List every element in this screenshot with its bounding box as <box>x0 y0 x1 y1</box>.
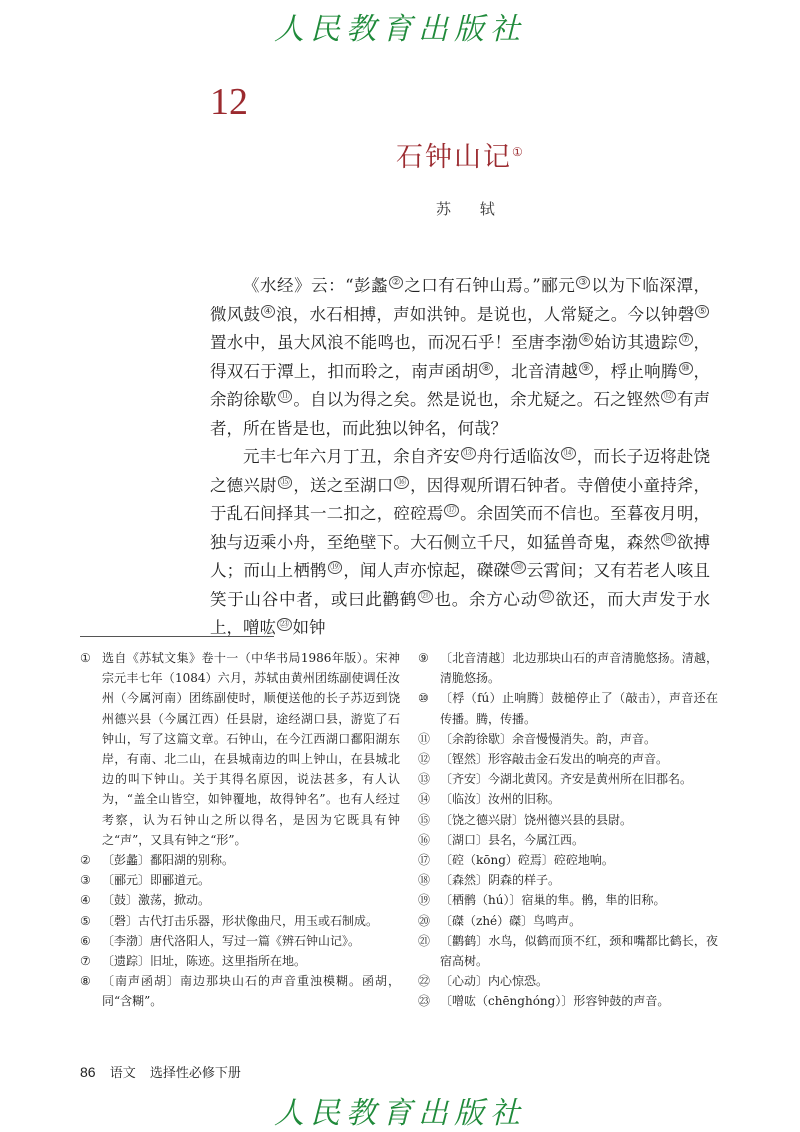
footnote-marker: ⑮ <box>278 476 293 489</box>
text-run: ，桴止响腾 <box>593 361 678 381</box>
footnote-number: ⑰ <box>418 853 431 868</box>
footnote-marker: ⑩ <box>679 362 693 375</box>
footnote <box>418 991 718 1011</box>
footnote-marker: ⑨ <box>579 362 593 375</box>
footnote-marker: ⑦ <box>679 333 693 346</box>
footnote-marker: ⑲ <box>328 561 343 574</box>
footnote <box>418 870 718 890</box>
footnote-text: 〔鼓〕激荡，掀动。 <box>102 893 211 908</box>
footnote-text: 〔彭蠡〕鄱阳湖的别称。 <box>102 853 235 868</box>
text-run: 欲搏人；而山上栖鹘 <box>210 532 710 580</box>
footnote-marker: ⑧ <box>479 362 493 375</box>
footnote-marker: ⑯ <box>394 476 409 489</box>
footnote-number: ⑲ <box>418 893 431 908</box>
book-subject: 语文 <box>109 1066 136 1081</box>
footnote-number: ⑥ <box>80 933 91 948</box>
text-run: ，余韵徐歇 <box>210 361 711 409</box>
main-text <box>210 272 710 643</box>
footnote-number: ㉒ <box>418 974 431 989</box>
footnote-number: ③ <box>80 873 91 888</box>
footnote-text: 〔桴（fú）止响腾〕鼓槌停止了（敲击），声音还在传播。腾，传播。 <box>440 691 718 726</box>
title-text: 石钟山记 <box>396 142 512 173</box>
footnote <box>418 789 718 809</box>
footnotes-right-column <box>418 648 718 1012</box>
footnote <box>418 769 718 789</box>
footnote <box>80 890 400 910</box>
page-number: 86 <box>80 1064 96 1080</box>
footnote-text: 〔南声函胡〕南边那块山石的声音重浊模糊。函胡，同“含糊”。 <box>102 974 400 1009</box>
footnote <box>418 729 718 749</box>
footnote-text: 〔磬〕古代打击乐器，形状像曲尺，用玉或石制成。 <box>102 913 379 928</box>
text-run: 云霄间；又有若老人咳且笑于山谷中者，或曰此鹳鹤 <box>210 561 710 609</box>
text-run: 《水经》云：“彭蠡 <box>243 276 389 295</box>
footnote-marker: ⑥ <box>579 333 593 346</box>
footnote <box>418 648 718 688</box>
footnote <box>80 648 400 850</box>
text-run: ，北音清越 <box>494 361 579 381</box>
publisher-logo-bottom: 人民教育出版社 <box>274 1096 526 1131</box>
footnote-number: ⑬ <box>418 772 431 787</box>
footnote-text: 〔遗踪〕旧址，陈迹。这里指所在地。 <box>102 954 307 969</box>
footnote-number: ⑦ <box>80 954 91 969</box>
footnote <box>418 810 718 830</box>
footnote-text: 〔郦元〕即郦道元。 <box>102 873 211 888</box>
footnote <box>418 830 718 850</box>
footnote-text: 选自《苏轼文集》卷十一（中华书局1986年版）。宋神宗元丰七年（1084）六月，苏轼由黄州团练副使调任汝州（今属河南）团练副使时，顺便送他的长子苏迈到饶州德兴县（今属江西）任县尉，途经湖口县，游览了石钟山，写了这篇文章。石钟山，在今江西湖口鄱阳湖东岸，有南、北二山，在县城南边的叫上钟山，在县城北边的叫下钟山。关于其得名原因，说法甚多，有人认为，“盖全山皆空，如钟覆地，故得钟名”。也有人经过考察，认为石钟山之所以得名，是因为它既具有钟之“声”，又具有钟之“形”。 <box>102 651 400 847</box>
footnote-number: ⑱ <box>418 873 431 888</box>
text-run: 欲还，而大声发于水上，噌吰 <box>210 589 711 637</box>
footnote-text: 〔森然〕阴森的样子。 <box>440 873 561 888</box>
footnote-number: ⑫ <box>418 752 431 767</box>
footnotes-left-column <box>80 648 400 1012</box>
footnote <box>80 931 400 951</box>
footnote <box>418 850 718 870</box>
footnote <box>418 911 718 931</box>
footnote-text: 〔栖鹘（hú）〕宿巢的隼。鹘，隼的旧称。 <box>440 893 666 908</box>
footnote-text: 〔磔（zhé）磔〕鸟鸣声。 <box>440 913 582 928</box>
footnote-marker: ⑬ <box>461 447 476 460</box>
footnote-marker: ③ <box>576 276 590 289</box>
text-run: 之口有石钟山焉。”郦元 <box>404 276 576 295</box>
footnote-marker: ㉒ <box>539 590 554 603</box>
lesson-number: 12 <box>210 81 248 123</box>
text-run: 。自以为得之矣。然是说也，余尤疑之。石之铿然 <box>293 390 661 409</box>
footnote <box>418 749 718 769</box>
footnote-text: 〔余韵徐歇〕余音慢慢消失。韵，声音。 <box>440 731 657 746</box>
publisher-logo-top: 人民教育出版社 <box>274 12 526 47</box>
footnote-number: ⑳ <box>418 913 431 928</box>
footnote-marker: ② <box>389 276 403 289</box>
footnote <box>80 850 400 870</box>
text-run: 始访其遗踪 <box>594 333 678 352</box>
footnote <box>418 890 718 910</box>
footnote <box>80 870 400 890</box>
footnote-text: 〔李渤〕唐代洛阳人，写过一篇《辨石钟山记》。 <box>102 933 361 948</box>
footnote-text: 〔噌吰（chēnghóng）〕形容钟鼓的声音。 <box>440 994 670 1009</box>
footnote-marker: ⑳ <box>511 561 526 574</box>
footnote-marker: ⑭ <box>561 447 576 460</box>
footnote-text: 〔饶之德兴尉〕饶州德兴县的县尉。 <box>440 812 633 827</box>
footnote-marker: ㉓ <box>277 618 292 631</box>
footnote <box>418 971 718 991</box>
text-run: 。余固笑而不信也。至暮夜月明，独与迈乘小舟，至绝壁下。大石侧立千尺，如猛兽奇鬼，森然 <box>210 504 710 552</box>
footnote-marker: ⑤ <box>695 305 709 318</box>
footnote-marker: ⑰ <box>444 504 459 517</box>
lesson-title <box>396 135 525 174</box>
footnote-text: 〔湖口〕县名，今属江西。 <box>440 832 585 847</box>
text-run: 也。余方心动 <box>434 589 539 609</box>
footnote <box>418 931 718 971</box>
text-run: 置水中，虽大风浪不能鸣也，而况石乎！至唐李渤 <box>210 333 579 352</box>
footnote-marker: ④ <box>261 305 275 318</box>
footnote-number: ⑨ <box>418 651 429 665</box>
footnote-text: 〔心动〕内心惊恐。 <box>440 974 549 989</box>
footnote-number: ① <box>80 651 91 665</box>
footnote <box>80 911 400 931</box>
footnote-marker: ⑫ <box>661 390 676 403</box>
paragraph <box>210 443 710 643</box>
footnote <box>80 971 400 1011</box>
text-run: ，闻人声亦惊起，磔磔 <box>343 561 511 580</box>
footnote-text: 〔鹳鹤〕水鸟，似鹤而顶不红，颈和嘴都比鹤长，夜宿高树。 <box>440 933 718 969</box>
footnote-marker: ⑱ <box>661 533 676 546</box>
footnote-text: 〔硿（kōng）硿焉〕硿硿地响。 <box>440 853 614 868</box>
text-run: ，因得观所谓石钟者。寺僧使小童持斧，于乱石间择其一二扣之，硿硿焉 <box>210 475 710 523</box>
page-footer <box>80 1062 241 1081</box>
footnote-marker: ㉑ <box>418 590 433 603</box>
footnote-number: ⑭ <box>418 792 431 807</box>
title-note-marker: ① <box>512 145 525 159</box>
book-volume: 选择性必修下册 <box>149 1066 241 1081</box>
footnote-divider <box>80 636 274 637</box>
footnote-number: ⑯ <box>418 832 431 847</box>
footnote-text: 〔北音清越〕北边那块山石的声音清脆悠扬。清越，清脆悠扬。 <box>440 651 718 686</box>
text-run: 浪，水石相搏，声如洪钟。是说也，人常疑之。今以钟磬 <box>275 304 695 324</box>
paragraph <box>210 272 710 443</box>
text-run: 元丰七年六月丁丑，余自齐安 <box>243 447 460 466</box>
footnote-number: ④ <box>80 893 91 908</box>
author: 苏 轼 <box>436 200 507 218</box>
footnote <box>418 688 718 728</box>
footnote-text: 〔临汝〕汝州的旧称。 <box>440 792 561 807</box>
text-run: ，得双石于潭上，扣而聆之，南声函胡 <box>210 333 710 381</box>
footnote-number: ㉑ <box>418 933 431 948</box>
footnote <box>80 951 400 971</box>
footnote-number: ⑮ <box>418 812 431 827</box>
text-run: 以为下临深潭，微风鼓 <box>210 276 710 324</box>
footnote-number: ② <box>80 853 91 868</box>
text-run: ，而长子迈将赴饶之德兴尉 <box>210 447 710 495</box>
footnote-text: 〔齐安〕今湖北黄冈。齐安是黄州所在旧郡名。 <box>440 772 693 787</box>
text-run: ，送之至湖口 <box>293 475 394 495</box>
footnote-number: ⑪ <box>418 731 431 746</box>
footnote-number: ㉓ <box>418 994 431 1009</box>
text-run: 有声者，所在皆是也，而此独以钟名，何哉？ <box>210 390 710 438</box>
text-run: 如钟 <box>292 618 326 637</box>
footnote-text: 〔铿然〕形容敲击金石发出的响亮的声音。 <box>440 752 669 767</box>
text-run: 舟行适临汝 <box>476 447 561 466</box>
footnote-marker: ⑪ <box>278 390 293 403</box>
footnote-number: ⑤ <box>80 913 91 928</box>
footnote-number: ⑩ <box>418 691 429 706</box>
footnote-number: ⑧ <box>80 974 91 989</box>
